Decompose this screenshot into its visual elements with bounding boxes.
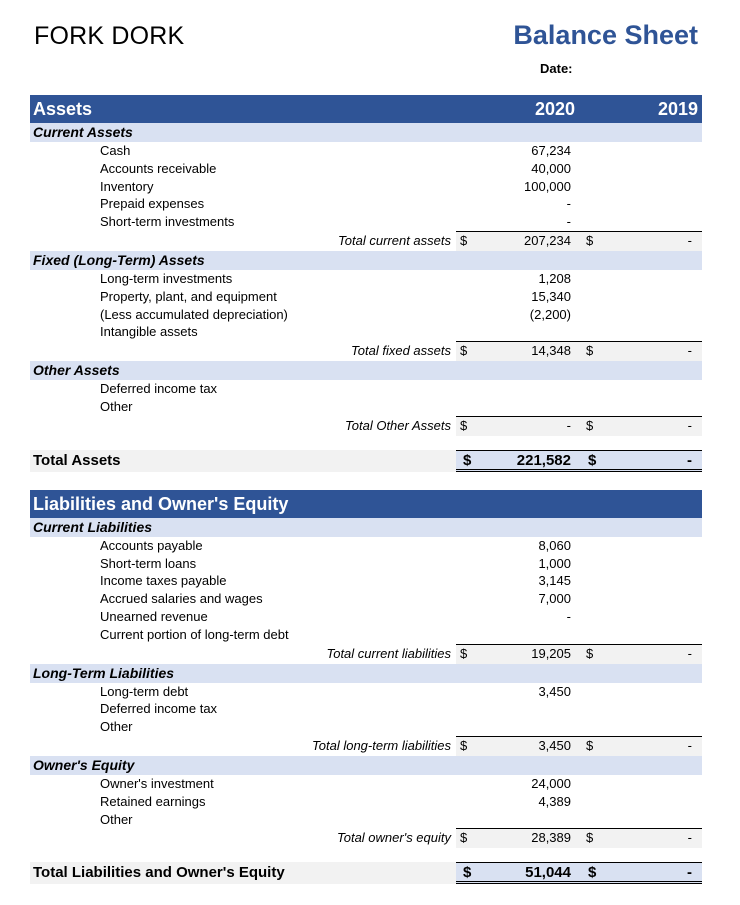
subtotal-value-2019: - xyxy=(687,232,692,248)
value-2020: 1,000 xyxy=(538,555,571,571)
line-label: Short-term investments xyxy=(100,214,235,230)
subtotal-value-2019: - xyxy=(687,645,692,661)
currency-symbol: $ xyxy=(460,417,468,433)
subtotal-row xyxy=(30,341,702,361)
subtotal-value-2019: - xyxy=(687,830,692,846)
currency-symbol: $ xyxy=(586,417,594,433)
subtotal-label: Total current assets xyxy=(338,232,451,248)
currency-symbol: $ xyxy=(586,232,594,248)
line-label: Current portion of long-term debt xyxy=(100,626,289,642)
value-2020: 40,000 xyxy=(531,160,571,176)
grand-total-cell-2019 xyxy=(582,862,702,884)
line-item xyxy=(30,142,702,160)
subtotal-row xyxy=(30,736,702,756)
currency-symbol: $ xyxy=(460,830,468,846)
line-item xyxy=(30,775,702,793)
currency-symbol: $ xyxy=(586,737,594,753)
year-column-1: 2020 xyxy=(534,99,575,119)
line-label: Other xyxy=(100,398,133,414)
subtotal-cell-2019 xyxy=(582,644,702,664)
line-item xyxy=(30,626,702,644)
line-label: Other xyxy=(100,719,133,735)
subsection-title: Owner's Equity xyxy=(33,756,135,773)
subtotal-label: Total current liabilities xyxy=(326,645,451,661)
value-2020: 100,000 xyxy=(524,178,571,194)
currency-symbol: $ xyxy=(463,451,472,469)
line-label: Cash xyxy=(100,143,131,158)
value-2020: 67,234 xyxy=(531,143,571,158)
currency-symbol: $ xyxy=(460,232,468,248)
line-item xyxy=(30,195,702,213)
value-2020: 3,145 xyxy=(538,573,571,589)
assets-header xyxy=(30,95,702,123)
document-title: Balance Sheet xyxy=(513,20,698,50)
currency-symbol: $ xyxy=(586,830,594,846)
line-label: Accounts payable xyxy=(100,537,203,553)
value-2020: 1,208 xyxy=(538,270,571,286)
line-label: Retained earnings xyxy=(100,793,206,809)
currency-symbol: $ xyxy=(588,864,597,882)
line-label: Unearned revenue xyxy=(100,608,208,624)
value-2020: 7,000 xyxy=(538,591,571,607)
subtotal-value-2020: 28,389 xyxy=(531,830,571,846)
line-item xyxy=(30,270,702,288)
grand-total-value-2020: 51,044 xyxy=(525,864,571,882)
spacer xyxy=(30,472,702,490)
line-item xyxy=(30,811,702,829)
value-2020: - xyxy=(566,608,571,624)
subtotal-label: Total Other Assets xyxy=(345,417,451,433)
subtotal-cell-2019 xyxy=(582,231,702,251)
subsection-title: Current Liabilities xyxy=(33,518,153,535)
line-item xyxy=(30,323,702,341)
grand-total-value-2020: 221,582 xyxy=(516,451,571,469)
subsection-other-assets xyxy=(30,361,702,380)
year-column-2: 2019 xyxy=(657,99,698,119)
subsection-current-assets xyxy=(30,123,702,142)
spacer xyxy=(30,848,702,862)
grand-total-value-2019: - xyxy=(687,451,692,469)
line-item xyxy=(30,178,702,196)
subtotal-label: Total owner's equity xyxy=(336,830,451,846)
liabilities-header xyxy=(30,490,702,518)
grand-total-cell-2019 xyxy=(582,450,702,472)
subtotal-value-2020: 3,450 xyxy=(538,737,571,753)
line-label: (Less accumulated depreciation) xyxy=(100,306,288,322)
subtotal-row xyxy=(30,828,702,848)
spacer xyxy=(30,436,702,450)
line-label: Short-term loans xyxy=(100,555,197,571)
line-item xyxy=(30,700,702,718)
subsection-long-term-liabilities xyxy=(30,664,702,683)
grand-total-label: Total Assets xyxy=(33,451,121,469)
grand-total-label: Total Liabilities and Owner's Equity xyxy=(33,864,285,882)
line-item xyxy=(30,380,702,398)
value-2020: 24,000 xyxy=(531,775,571,791)
line-label: Property, plant, and equipment xyxy=(100,288,277,304)
line-label: Accrued salaries and wages xyxy=(100,591,263,607)
line-item xyxy=(30,306,702,324)
line-label: Intangible assets xyxy=(100,324,198,340)
subsection-title: Other Assets xyxy=(33,362,120,379)
subtotal-cell-2020 xyxy=(456,416,602,436)
subtotal-cell-2019 xyxy=(582,341,702,361)
subtotal-value-2019: - xyxy=(687,737,692,753)
grand-total-row xyxy=(30,450,702,472)
line-label: Income taxes payable xyxy=(100,573,227,589)
line-item xyxy=(30,537,702,555)
subtotal-cell-2020 xyxy=(456,828,602,848)
line-item xyxy=(30,683,702,701)
subtotal-row xyxy=(30,644,702,664)
line-label: Accounts receivable xyxy=(100,160,217,176)
subtotal-value-2019: - xyxy=(687,417,692,433)
section-title: Assets xyxy=(33,99,93,119)
section-title: Liabilities and Owner's Equity xyxy=(33,493,289,514)
subtotal-value-2020: 207,234 xyxy=(524,232,571,248)
currency-symbol: $ xyxy=(588,451,597,469)
line-item xyxy=(30,608,702,626)
value-2020: 15,340 xyxy=(531,288,571,304)
subsection-title: Fixed (Long-Term) Assets xyxy=(33,251,205,268)
subtotal-value-2020: 14,348 xyxy=(531,343,571,359)
line-label: Long-term debt xyxy=(100,683,189,699)
balance-sheet xyxy=(30,95,702,884)
value-2020: 3,450 xyxy=(538,683,571,699)
currency-symbol: $ xyxy=(586,645,594,661)
line-label: Deferred income tax xyxy=(100,381,218,397)
line-label: Deferred income tax xyxy=(100,701,218,717)
subtotal-cell-2019 xyxy=(582,736,702,756)
line-item xyxy=(30,288,702,306)
line-item xyxy=(30,572,702,590)
line-item xyxy=(30,590,702,608)
value-2020: 4,389 xyxy=(538,793,571,809)
value-2020: - xyxy=(566,214,571,230)
line-label: Owner's investment xyxy=(100,775,214,791)
subtotal-value-2020: 19,205 xyxy=(531,645,571,661)
subsection-title: Current Assets xyxy=(33,124,133,140)
line-item xyxy=(30,160,702,178)
subsection-fixed-assets xyxy=(30,251,702,270)
subtotal-cell-2020 xyxy=(456,341,602,361)
value-2020: - xyxy=(566,196,571,212)
grand-total-row xyxy=(30,862,702,884)
subtotal-row xyxy=(30,416,702,436)
currency-symbol: $ xyxy=(586,343,594,359)
line-item xyxy=(30,793,702,811)
subtotal-label: Total fixed assets xyxy=(351,343,451,359)
line-item xyxy=(30,398,702,416)
line-item xyxy=(30,555,702,573)
line-label: Long-term investments xyxy=(100,270,233,286)
subsection-owners-equity xyxy=(30,756,702,775)
date-label: Date: xyxy=(540,61,573,76)
line-label: Prepaid expenses xyxy=(100,196,205,212)
line-item xyxy=(30,718,702,736)
value-2020: 8,060 xyxy=(538,537,571,553)
subtotal-cell-2020 xyxy=(456,644,602,664)
currency-symbol: $ xyxy=(460,645,468,661)
subtotal-label: Total long-term liabilities xyxy=(312,737,451,753)
subtotal-cell-2019 xyxy=(582,416,702,436)
line-item xyxy=(30,213,702,231)
subtotal-value-2020: - xyxy=(566,417,571,433)
currency-symbol: $ xyxy=(460,737,468,753)
subtotal-cell-2019 xyxy=(582,828,702,848)
line-label: Inventory xyxy=(100,178,154,194)
grand-total-value-2019: - xyxy=(687,864,692,882)
company-name: FORK DORK xyxy=(34,22,185,50)
currency-symbol: $ xyxy=(460,343,468,359)
line-label: Other xyxy=(100,811,133,827)
currency-symbol: $ xyxy=(463,864,472,882)
subtotal-cell-2020 xyxy=(456,736,602,756)
subsection-title: Long-Term Liabilities xyxy=(33,664,175,681)
subtotal-row xyxy=(30,231,702,251)
subsection-current-liabilities xyxy=(30,518,702,537)
subtotal-value-2019: - xyxy=(687,343,692,359)
value-2020: (2,200) xyxy=(529,306,571,322)
